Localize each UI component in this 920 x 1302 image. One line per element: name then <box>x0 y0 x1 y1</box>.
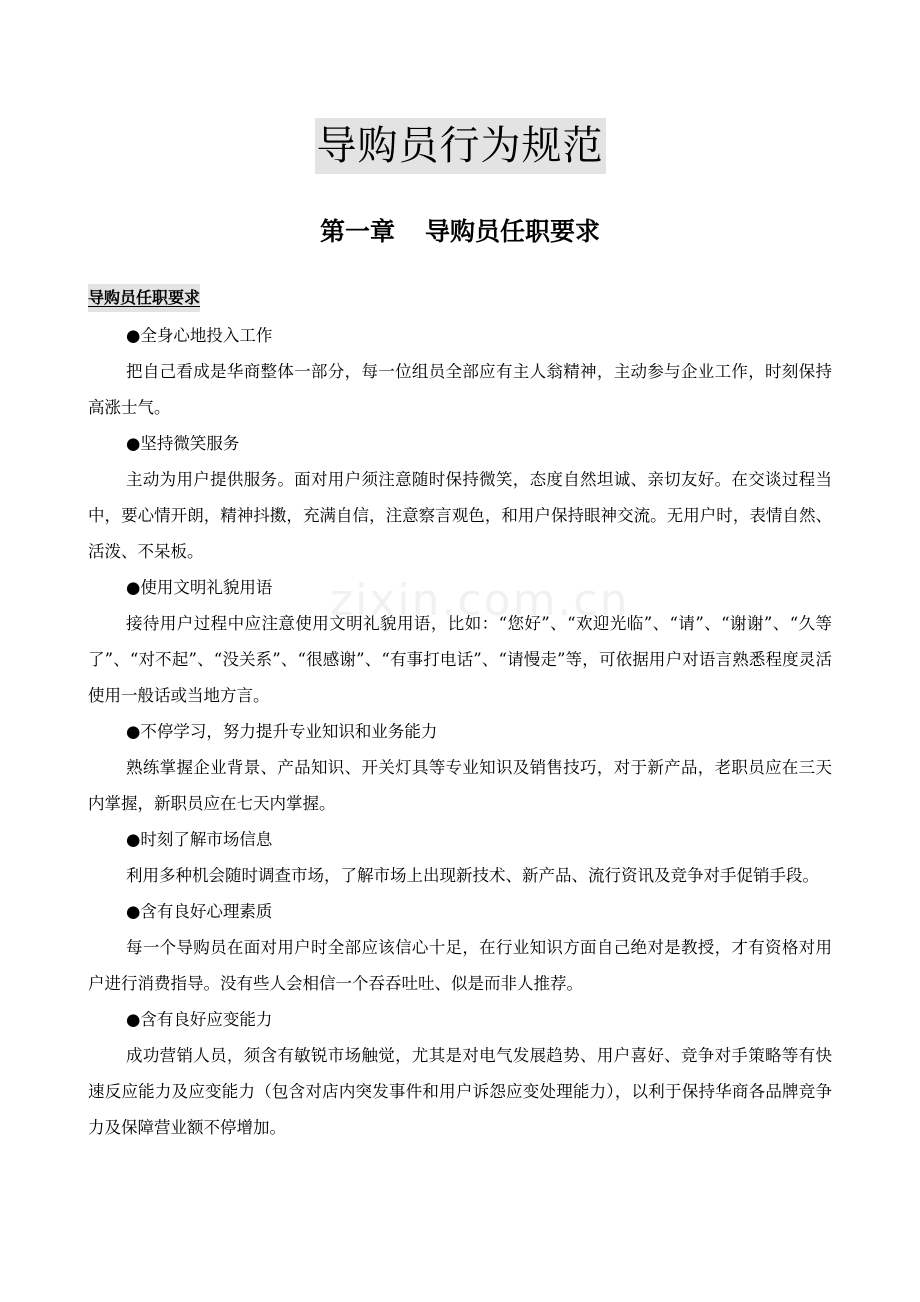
requirement-text: 主动为用户提供服务。面对用户须注意随时保持微笑，态度自然坦诚、亲切友好。在交谈过程当中，要心情开朗，精神抖擞，充满自信，注意察言观色，和用户保持眼神交流。无用户时，表情自然、活泼、不呆板。 <box>88 470 832 561</box>
requirement-bullet: ●使用文明礼貌用语 <box>126 578 273 597</box>
watermark: zixin.com.cn <box>330 575 630 626</box>
requirement-bullet: ●坚持微笑服务 <box>126 434 240 453</box>
document-body <box>88 284 832 1146</box>
requirement-text: 接待用户过程中应注意使用文明礼貌用语，比如：“您好”、“欢迎光临”、“请”、“谢谢”、“久等了”、“对不起”、“没关系”、“很感谢”、“有事打电话”、“请慢走”等，可依据用户对语言熟悉程度灵活使用一般话或当地方言。 <box>88 614 832 705</box>
section-heading-row <box>88 284 832 318</box>
requirement-bullet: ●时刻了解市场信息 <box>126 830 273 849</box>
chapter-number: 第一章 <box>319 217 395 246</box>
document-title-wrap <box>0 118 920 174</box>
document-title: 导购员行为规范 <box>315 118 606 174</box>
requirement-item <box>88 822 832 894</box>
requirement-text: 每一个导购员在面对用户时全部应该信心十足，在行业知识方面自己绝对是教授，才有资格对用户进行消费指导。没有些人会相信一个吞吞吐吐、似是而非人推荐。 <box>88 938 832 993</box>
requirement-item <box>88 426 832 570</box>
requirement-bullet: ●含有良好心理素质 <box>126 902 273 921</box>
requirement-item <box>88 714 832 822</box>
requirement-text: 把自己看成是华商整体一部分，每一位组员全部应有主人翁精神，主动参与企业工作，时刻保持高涨士气。 <box>88 362 832 417</box>
requirement-item <box>88 570 832 714</box>
requirement-item <box>88 1002 832 1146</box>
requirement-item <box>88 318 832 426</box>
requirement-item <box>88 894 832 1002</box>
chapter-name: 导购员任职要求 <box>425 217 601 246</box>
requirement-text: 熟练掌握企业背景、产品知识、开关灯具等专业知识及销售技巧，对于新产品，老职员应在三天内掌握，新职员应在七天内掌握。 <box>88 758 832 813</box>
requirement-bullet: ●不停学习，努力提升专业知识和业务能力 <box>126 722 438 741</box>
chapter-title <box>0 212 920 252</box>
requirement-text: 成功营销人员，须含有敏锐市场触觉，尤其是对电气发展趋势、用户喜好、竞争对手策略等有快速反应能力及应变能力（包含对店内突发事件和用户诉怨应变处理能力），以利于保持华商各品牌竞争力及保障营业额不停增加。 <box>88 1046 832 1137</box>
requirement-bullet: ●含有良好应变能力 <box>126 1010 273 1029</box>
section-heading: 导购员任职要求 <box>88 284 200 312</box>
requirement-bullet: ●全身心地投入工作 <box>126 326 273 345</box>
requirement-text: 利用多种机会随时调查市场，了解市场上出现新技术、新产品、流行资讯及竞争对手促销手段。 <box>126 866 819 885</box>
